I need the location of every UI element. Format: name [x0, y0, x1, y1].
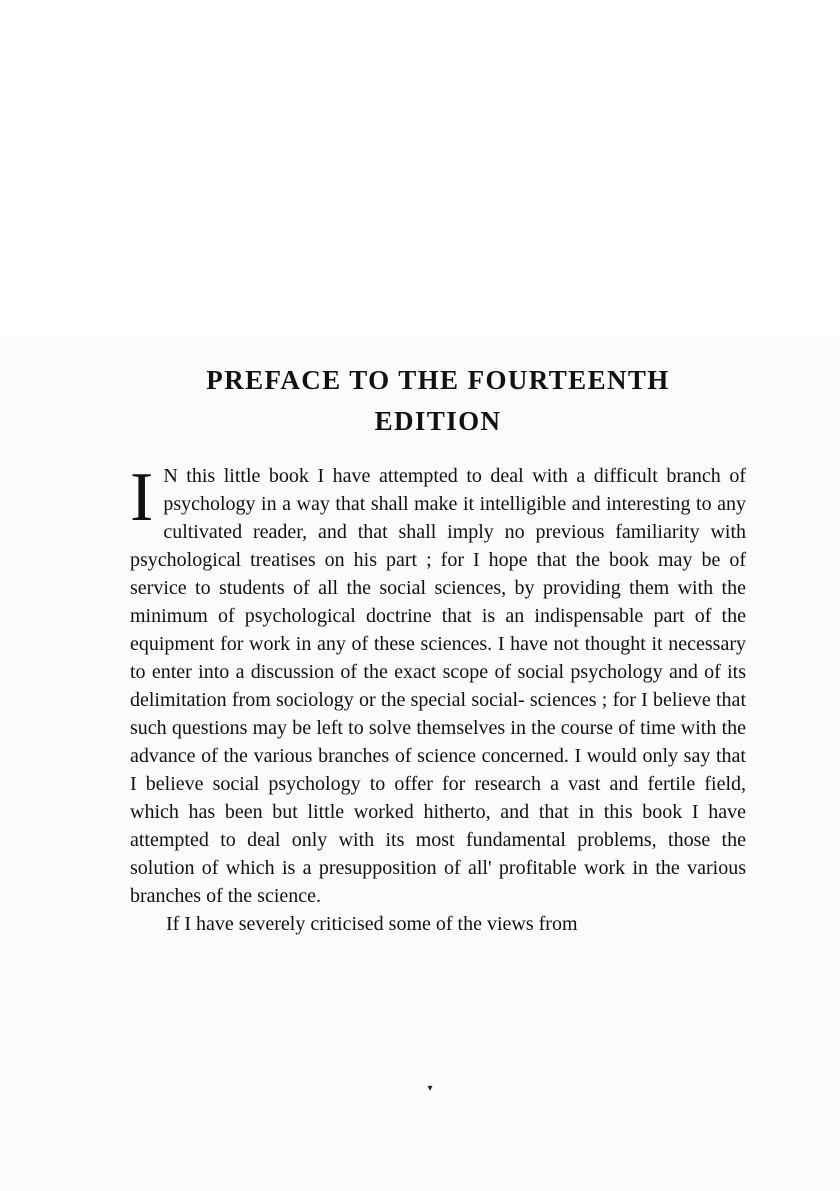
signature-mark: ▾: [427, 1083, 433, 1094]
title-line-2: EDITION: [374, 406, 502, 436]
paragraph-1-text: N this little book I have attempted to deal with a difficult branch of psychology in a way that shall make it intelligible and interesting to any cultivated reader, and that shall imply no previous familiarity with psychological treatises on his part ; for I hope that the book may be of service to students of all the social sciences, by providing them with the minimum of psychological doctrine that is an indispensable part of the equipment for work in any of these sciences. I have not thought it necessary to enter into a discussion of the exact scope of social psychology and of its delimitation from sociology or the special social- sciences ; for I believe that such questions may be left to solve themselves in the course of time with the advance of the various branches of science concerned. I would only say that I believe social psychology to offer for research a vast and fertile field, which has been but little worked hitherto, and that in this book I have attempted to deal only with its most fundamental problems, those the solution of which is a presupposition of all' profitable work in the various branches of the science.: [130, 465, 746, 907]
drop-cap: I: [130, 459, 154, 536]
preface-title: [130, 362, 746, 439]
paragraph-1: [130, 459, 746, 910]
preface-body: [130, 459, 746, 938]
preface-text-block: [130, 362, 746, 938]
title-line-1: PREFACE TO THE FOURTEENTH: [206, 365, 670, 395]
paragraph-2: If I have severely criticised some of the views from: [166, 913, 578, 935]
